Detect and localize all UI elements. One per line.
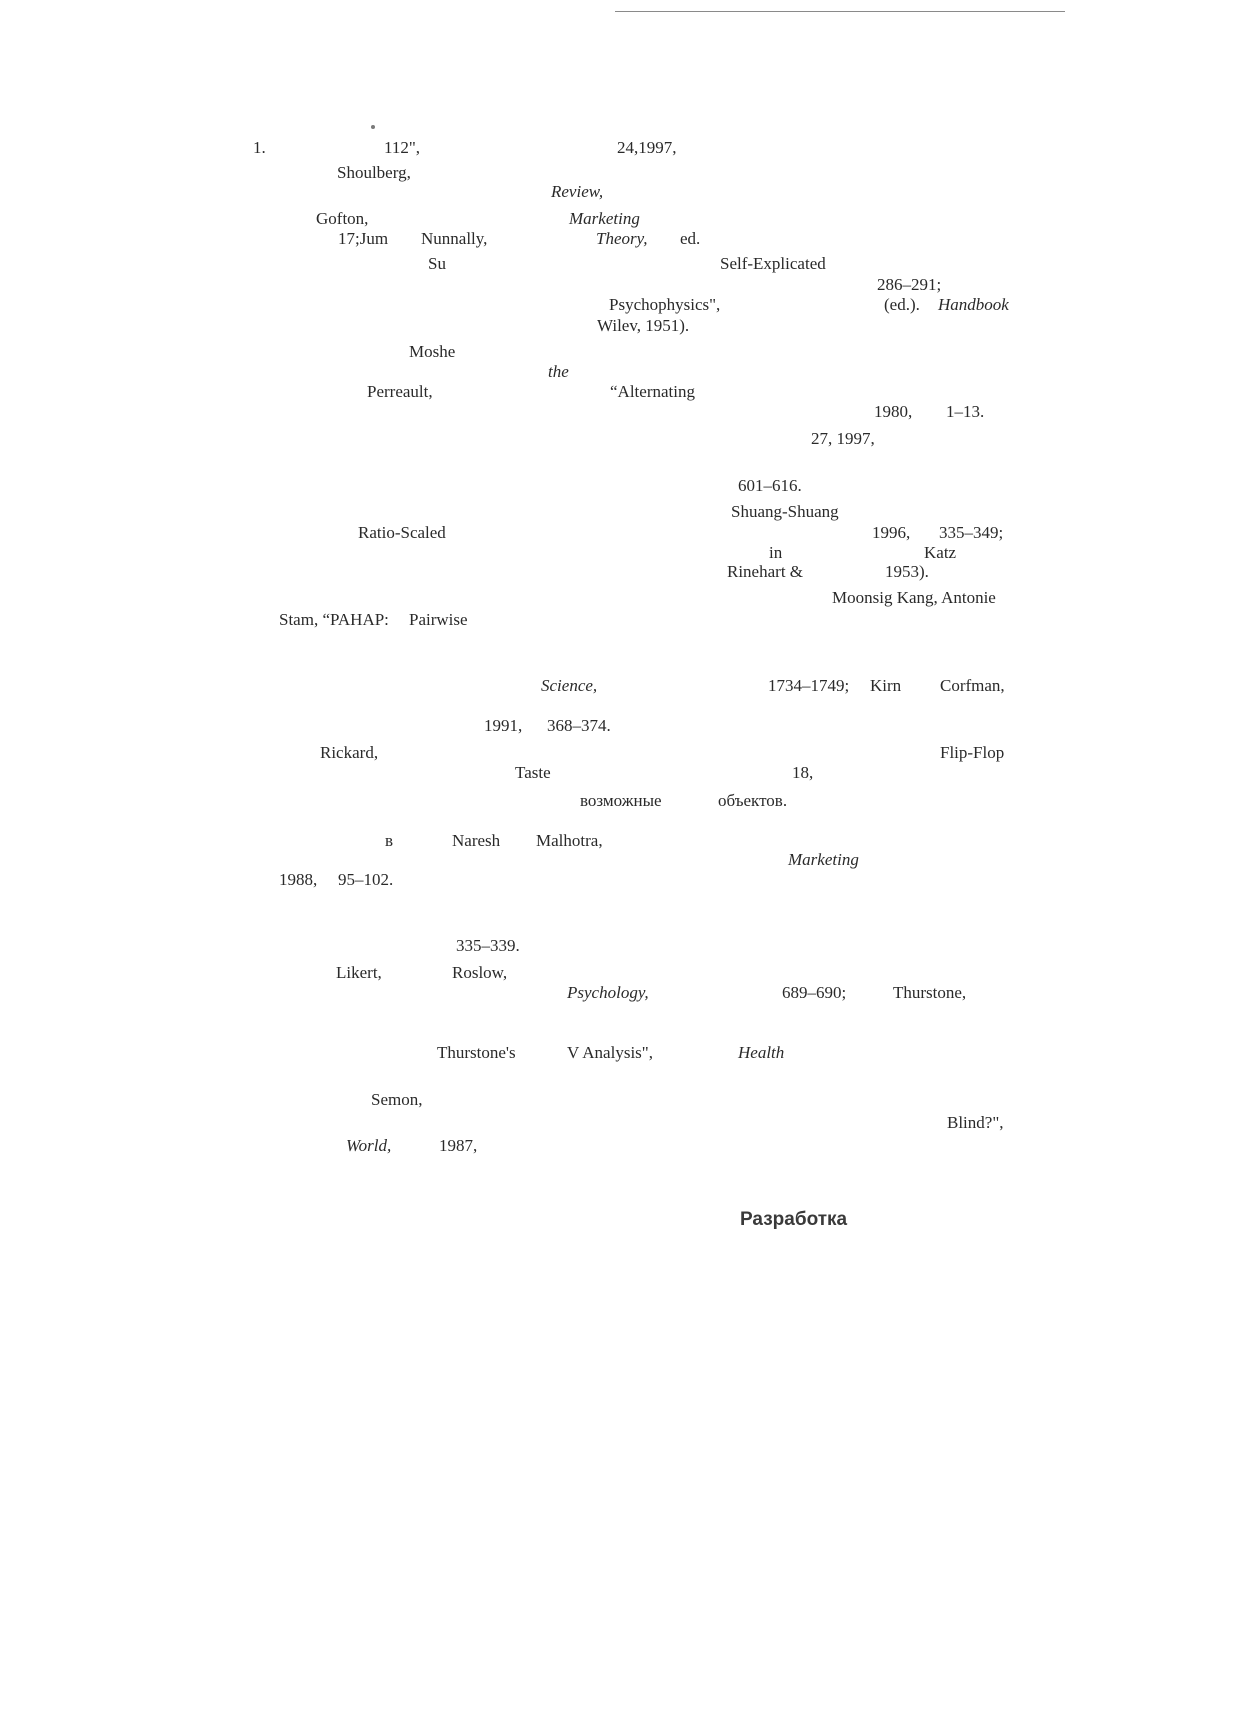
text-fragment: Corfman,: [940, 676, 1005, 695]
text-fragment: Semon,: [371, 1090, 423, 1109]
text-fragment: Blind?",: [947, 1113, 1004, 1132]
text-fragment: 24,1997,: [617, 138, 677, 157]
text-fragment: Marketing: [569, 209, 640, 228]
text-fragment: Malhotra,: [536, 831, 603, 850]
note-number: 1.: [253, 138, 266, 157]
text-fragment: Likert,: [336, 963, 382, 982]
text-fragment: Self-Explicated: [720, 254, 826, 273]
text-fragment: 112",: [384, 138, 421, 157]
text-fragment: 1734–1749;: [768, 676, 850, 695]
text-fragment: Flip-Flop: [940, 743, 1005, 762]
text-fragment: Roslow,: [452, 963, 508, 982]
text-fragment: Wilev, 1951).: [597, 316, 690, 335]
text-fragment: Moonsig Kang, Antonie: [832, 588, 996, 607]
text-fragment: Thurstone's: [437, 1043, 516, 1062]
text-fragment: 1988,: [279, 870, 318, 889]
text-fragment: Review,: [551, 182, 604, 201]
text-fragment: 368–374.: [547, 716, 611, 735]
header-rule: [615, 11, 1065, 12]
text-fragment: World,: [346, 1136, 392, 1155]
text-fragment: 17;Jum: [338, 229, 389, 248]
text-fragment: Gofton,: [316, 209, 369, 228]
text-fragment: 1–13.: [946, 402, 985, 421]
text-fragment: Thurstone,: [893, 983, 967, 1002]
text-fragment: Ratio-Scaled: [358, 523, 446, 542]
text-fragment: 286–291;: [877, 275, 942, 294]
text-fragment: 335–339.: [456, 936, 520, 955]
text-fragment: Rickard,: [320, 743, 379, 762]
text-fragment: 18,: [792, 763, 814, 782]
text-fragment: the: [548, 362, 569, 381]
text-fragment: “Alternating: [610, 382, 695, 401]
text-fragment: объектов.: [718, 791, 788, 810]
text-fragment: 1987,: [439, 1136, 478, 1155]
text-fragment: Handbook: [938, 295, 1009, 314]
text-fragment: Shuang-Shuang: [731, 502, 839, 521]
text-fragment: 689–690;: [782, 983, 847, 1002]
text-fragment: (ed.).: [884, 295, 920, 314]
text-fragment: 27, 1997,: [811, 429, 875, 448]
text-fragment: Rinehart &: [727, 562, 804, 581]
text-fragment: Science,: [541, 676, 598, 695]
text-fragment: Nunnally,: [421, 229, 488, 248]
text-fragment: 1991,: [484, 716, 523, 735]
text-fragment: возможные: [580, 791, 662, 810]
text-fragment: ed.: [680, 229, 701, 248]
text-fragment: 1980,: [874, 402, 913, 421]
text-fragment: Taste: [515, 763, 551, 782]
text-fragment: Kirn: [870, 676, 902, 695]
text-fragment: Psychology,: [567, 983, 649, 1002]
text-fragment: Pairwise: [409, 610, 468, 629]
text-fragment: 1996,: [872, 523, 911, 542]
text-fragment: 335–349;: [939, 523, 1004, 542]
text-fragment: в: [385, 831, 394, 850]
text-fragment: in: [769, 543, 783, 562]
text-fragment: Perreault,: [367, 382, 433, 401]
text-fragment: Psychophysics",: [609, 295, 721, 314]
text-fragment: Theory,: [596, 229, 648, 248]
text-fragment: Moshe: [409, 342, 456, 361]
text-fragment: Naresh: [452, 831, 501, 850]
text-fragment: Marketing: [788, 850, 859, 869]
text-fragment: 601–616.: [738, 476, 802, 495]
text-fragment: Su: [428, 254, 446, 273]
scan-speck: [371, 125, 375, 129]
text-fragment: V Analysis",: [567, 1043, 653, 1062]
text-fragment: Health: [738, 1043, 785, 1062]
text-fragment: Shoulberg,: [337, 163, 411, 182]
text-fragment: Stam, “PAHAP:: [279, 610, 389, 629]
text-fragment: Katz: [924, 543, 957, 562]
text-fragment: 95–102.: [338, 870, 394, 889]
section-heading: Разработка: [740, 1209, 848, 1230]
text-fragment: 1953).: [885, 562, 929, 581]
